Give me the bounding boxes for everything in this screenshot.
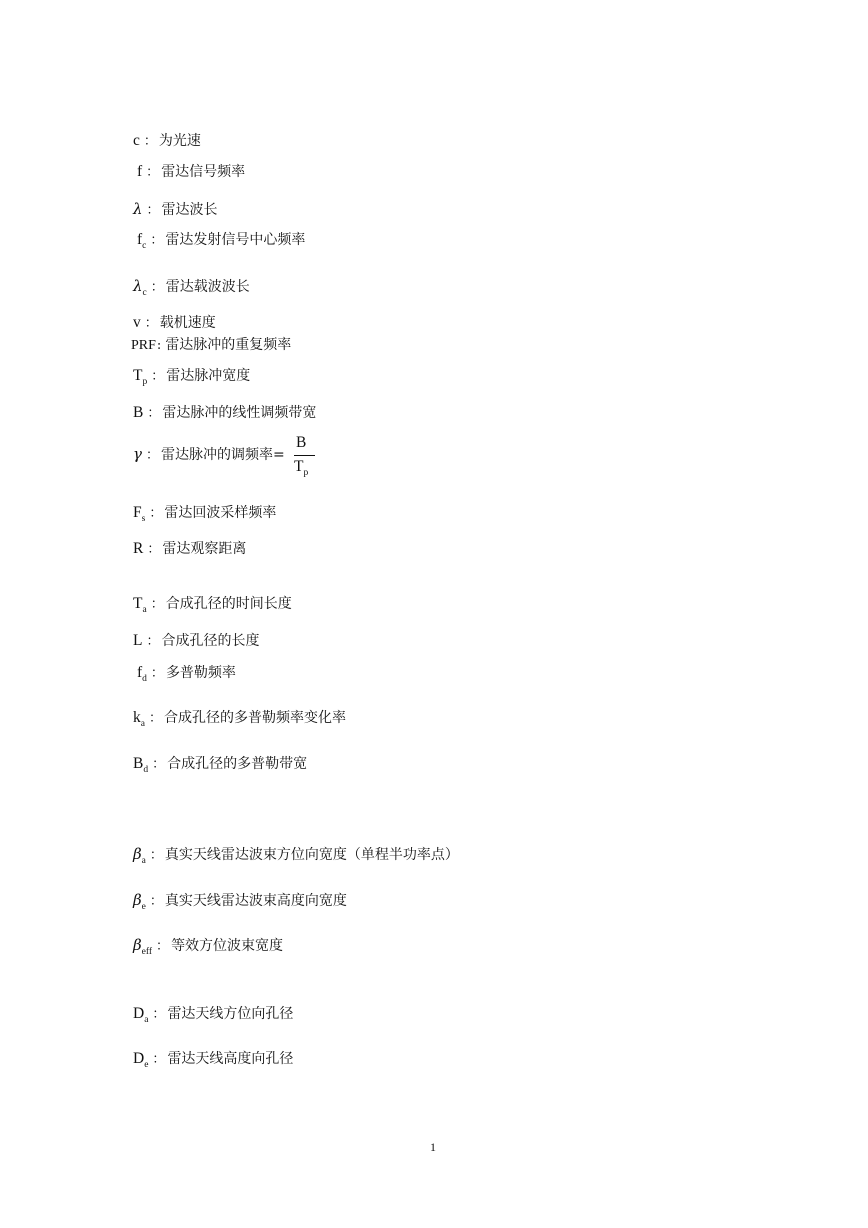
colon: ： bbox=[148, 711, 162, 726]
colon: ： bbox=[145, 448, 159, 463]
symbol-entry-b bbox=[133, 404, 316, 423]
description: 雷达天线高度向孔径 bbox=[167, 1051, 294, 1067]
colon: ： bbox=[150, 666, 164, 681]
colon: ： bbox=[150, 233, 164, 248]
colon: ： bbox=[146, 203, 160, 218]
colon: ： bbox=[147, 406, 161, 421]
subscript: a bbox=[144, 1015, 149, 1025]
subscript: eff bbox=[141, 947, 153, 957]
symbol-entry-d-e bbox=[133, 1050, 293, 1070]
symbol: D bbox=[133, 1050, 145, 1067]
description: 雷达天线方位向孔径 bbox=[167, 1006, 294, 1022]
subscript: a bbox=[141, 856, 146, 866]
colon: ： bbox=[152, 1007, 166, 1022]
subscript: d bbox=[142, 674, 147, 684]
description: 雷达观察距离 bbox=[162, 541, 247, 557]
symbol: F bbox=[133, 504, 142, 521]
symbol: B bbox=[133, 755, 144, 772]
fraction-numerator: B bbox=[296, 434, 307, 451]
symbol: v bbox=[133, 314, 141, 331]
colon: ： bbox=[149, 506, 163, 521]
symbol-entry-t-p bbox=[133, 367, 250, 387]
symbol: D bbox=[133, 1005, 145, 1022]
symbol: T bbox=[133, 595, 143, 612]
symbol-entry-gamma bbox=[133, 445, 285, 465]
subscript: c bbox=[142, 241, 147, 251]
symbol: β bbox=[133, 936, 142, 954]
symbol: R bbox=[133, 540, 144, 557]
colon: ： bbox=[149, 848, 163, 863]
description: 合成孔径的长度 bbox=[161, 633, 260, 649]
symbol: L bbox=[133, 632, 143, 649]
symbol-entry-beta-a bbox=[133, 845, 459, 866]
symbol: λ bbox=[133, 200, 143, 218]
symbol-entry-t-a bbox=[133, 595, 292, 615]
colon: ： bbox=[146, 165, 160, 180]
symbol-entry-d-a bbox=[133, 1005, 293, 1025]
colon: ： bbox=[146, 634, 160, 649]
colon: ： bbox=[150, 597, 164, 612]
description: 合成孔径的时间长度 bbox=[165, 596, 292, 612]
fraction-denominator-subscript: p bbox=[303, 468, 309, 478]
description: 雷达回波采样频率 bbox=[164, 505, 277, 521]
description: 雷达信号频率 bbox=[161, 164, 246, 180]
description: 雷达脉冲宽度 bbox=[166, 368, 251, 384]
symbol-entry-c bbox=[133, 132, 201, 151]
subscript: a bbox=[140, 719, 145, 729]
symbol-entry-f bbox=[137, 163, 245, 182]
page-number: 1 bbox=[430, 1140, 436, 1154]
colon: ： bbox=[147, 542, 161, 557]
description: 雷达脉冲的线性调频带宽 bbox=[162, 405, 317, 421]
symbol-entry-beta-e bbox=[133, 891, 347, 912]
symbol-entry-r bbox=[133, 540, 246, 559]
subscript: p bbox=[142, 377, 148, 387]
colon: ： bbox=[152, 1052, 166, 1067]
symbol: PRF bbox=[131, 338, 156, 353]
description: 雷达脉冲的调频率= bbox=[160, 447, 285, 463]
symbol: f bbox=[137, 231, 143, 248]
subscript: e bbox=[141, 902, 146, 912]
description: 雷达脉冲的重复频率 bbox=[165, 337, 292, 353]
fraction-denominator bbox=[294, 458, 308, 478]
description: 多普勒频率 bbox=[165, 665, 236, 681]
colon: ： bbox=[144, 316, 158, 331]
subscript: s bbox=[141, 514, 146, 524]
description: 真实天线雷达波束高度向宽度 bbox=[164, 893, 347, 909]
symbol-entry-beta-eff bbox=[133, 936, 283, 957]
colon: ： bbox=[156, 939, 170, 954]
symbol-entry-lambda-c bbox=[133, 277, 250, 298]
symbol: c bbox=[133, 132, 140, 149]
symbol: λ bbox=[133, 277, 143, 295]
description: 为光速 bbox=[158, 133, 201, 149]
symbol-entry-b-d bbox=[133, 755, 307, 775]
fraction-bar bbox=[294, 455, 315, 456]
symbol-entry-f-s bbox=[133, 504, 276, 524]
description: 合成孔径的多普勒带宽 bbox=[167, 756, 308, 772]
subscript: e bbox=[144, 1060, 149, 1070]
symbol: T bbox=[133, 367, 143, 384]
description: 雷达波长 bbox=[161, 202, 218, 218]
symbol: B bbox=[133, 404, 144, 421]
symbol-entry-f-d bbox=[137, 664, 236, 684]
subscript: a bbox=[142, 605, 147, 615]
symbol-entry-prf bbox=[131, 336, 291, 355]
fraction-denominator-symbol: T bbox=[294, 458, 304, 475]
description: 雷达发射信号中心频率 bbox=[165, 232, 306, 248]
subscript: d bbox=[143, 765, 149, 775]
symbol: k bbox=[133, 709, 141, 726]
symbol: γ bbox=[133, 445, 142, 463]
symbol: β bbox=[133, 845, 142, 863]
description: 雷达载波波长 bbox=[165, 279, 250, 295]
colon: ： bbox=[150, 280, 164, 295]
description: 合成孔径的多普勒频率变化率 bbox=[163, 710, 346, 726]
colon: : bbox=[156, 338, 162, 353]
description: 真实天线雷达波束方位向宽度（单程半功率点） bbox=[164, 847, 459, 863]
subscript: c bbox=[142, 288, 147, 298]
symbol: β bbox=[133, 891, 142, 909]
symbol-entry-lambda bbox=[133, 200, 218, 220]
symbol-entry-v bbox=[133, 314, 216, 333]
symbol: f bbox=[137, 163, 143, 180]
colon: ： bbox=[152, 757, 166, 772]
symbol-entry-k-a bbox=[133, 709, 346, 729]
description: 载机速度 bbox=[159, 315, 216, 331]
symbol-entry-l bbox=[133, 632, 259, 651]
symbol: f bbox=[137, 664, 143, 681]
colon: ： bbox=[149, 894, 163, 909]
colon: ： bbox=[151, 369, 165, 384]
symbol-entry-f-c bbox=[137, 231, 305, 251]
description: 等效方位波束宽度 bbox=[171, 938, 284, 954]
colon: ： bbox=[143, 134, 157, 149]
